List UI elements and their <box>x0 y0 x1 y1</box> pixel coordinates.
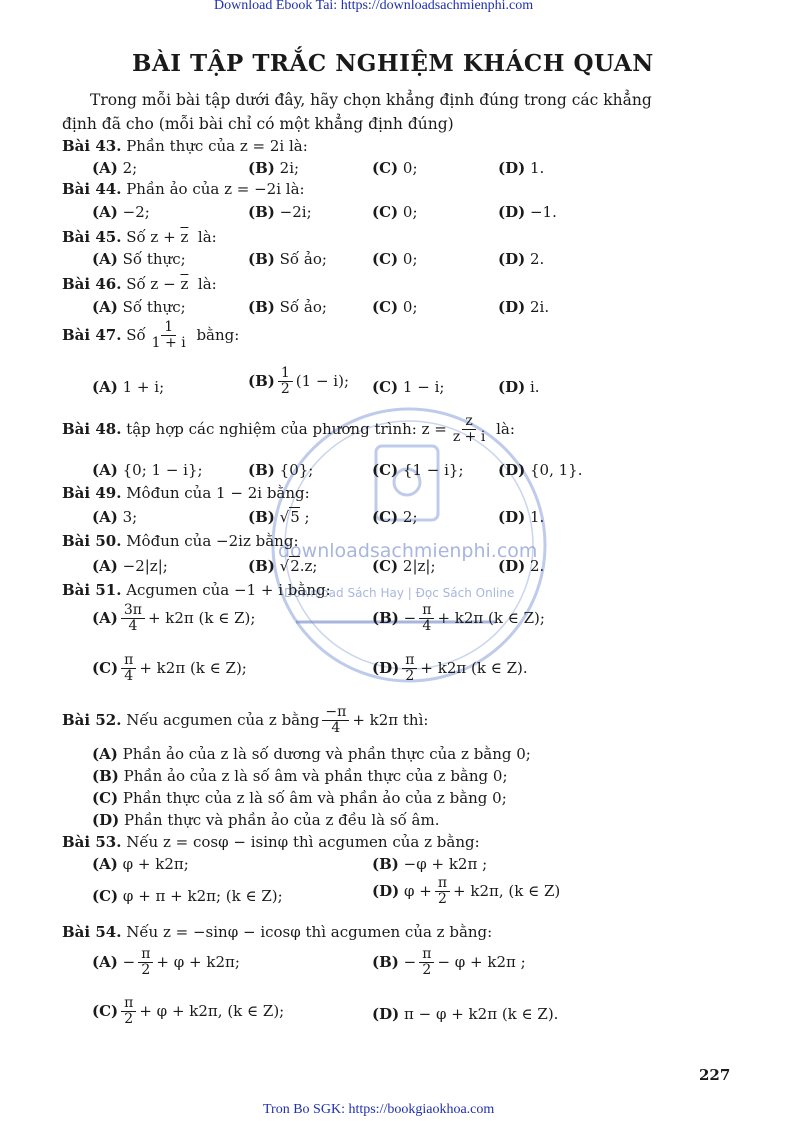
q51-option-d: (D) $\frac{\pi}{2}$ + k2π (k ∈ Z). <box>372 652 528 685</box>
q44-option-a: (A) −2; <box>92 203 150 221</box>
q45-option-b: (B) Số ảo; <box>248 250 327 268</box>
page-title: BÀI TẬP TRẮC NGHIỆM KHÁCH QUAN <box>132 50 654 77</box>
q46-option-d: (D) 2i. <box>498 298 550 316</box>
q54-option-c: (C) $\frac{\pi}{2}$ + φ + k2π, (k ∈ Z); <box>92 995 285 1028</box>
q47-option-a: (A) 1 + i; <box>92 378 165 396</box>
q52-option-b: (B) Phần ảo của z là số âm và phần thực của z bằng 0; <box>92 767 508 785</box>
q46-option-a: (A) Số thực; <box>92 298 186 316</box>
q51-option-a: (A) $\frac{3\pi}{4}$ + k2π (k ∈ Z); <box>92 602 256 635</box>
question-47: Bài 47. Số $\frac{1}{1 + i}$ bằng: <box>62 319 240 352</box>
question-53: Bài 53. Nếu z = cosφ − isinφ thì acgumen của z bằng: <box>62 833 480 851</box>
q53-option-c: (C) φ + π + k2π; (k ∈ Z); <box>92 887 283 905</box>
q54-option-d: (D) π − φ + k2π (k ∈ Z). <box>372 1005 559 1023</box>
question-44: Bài 44. Phần ảo của z = −2i là: <box>62 180 305 198</box>
q43-option-b: (B) 2i; <box>248 159 300 177</box>
q50-option-b: (B) √2.z; <box>248 557 318 575</box>
q47-option-d: (D) i. <box>498 378 540 396</box>
watermark-site: downloadsachmienphi.com <box>278 540 538 562</box>
q49-option-d: (D) 1. <box>498 508 545 526</box>
q45-option-c: (C) 0; <box>372 250 418 268</box>
q52-option-a: (A) Phần ảo của z là số dương và phần thực của z bằng 0; <box>92 745 531 763</box>
question-54: Bài 54. Nếu z = −sinφ − icosφ thì acgumen của z bằng: <box>62 923 493 941</box>
q51-option-b: (B) − $\frac{\pi}{4}$ + k2π (k ∈ Z); <box>372 602 545 635</box>
q48-option-b: (B) {0}; <box>248 461 314 479</box>
q54-option-b: (B) − $\frac{\pi}{2}$ − φ + k2π ; <box>372 946 526 979</box>
q45-option-a: (A) Số thực; <box>92 250 186 268</box>
question-52: Bài 52. Nếu acgumen của z bằng $\frac{-\pi}{4}$ + k2π thì: <box>62 704 429 737</box>
q50-option-d: (D) 2. <box>498 557 545 575</box>
q46-option-b: (B) Số ảo; <box>248 298 327 316</box>
q44-option-d: (D) −1. <box>498 203 557 221</box>
footer-sgk-link[interactable]: Tron Bo SGK: https://bookgiaokhoa.com <box>263 1102 495 1117</box>
page-number: 227 <box>699 1066 731 1084</box>
q49-option-b: (B) √5 ; <box>248 508 310 526</box>
question-50: Bài 50. Môđun của −2iz bằng: <box>62 532 299 550</box>
q53-option-a: (A) φ + k2π; <box>92 855 189 873</box>
q53-option-d: (D) φ + $\frac{\pi}{2}$ + k2π, (k ∈ Z) <box>372 875 561 908</box>
q48-option-d: (D) {0, 1}. <box>498 461 583 479</box>
q54-option-a: (A) − $\frac{\pi}{2}$ + φ + k2π; <box>92 946 240 979</box>
q47-option-b: (B) $\frac{1}{2}$ (1 − i); <box>248 365 349 398</box>
q43-option-c: (C) 0; <box>372 159 418 177</box>
q47-option-c: (C) 1 − i; <box>372 378 445 396</box>
q51-option-c: (C) $\frac{\pi}{4}$ + k2π (k ∈ Z); <box>92 652 247 685</box>
header-download-link[interactable]: Download Ebook Tai: https://downloadsachmienphi.com <box>214 0 534 13</box>
q48-option-a: (A) {0; 1 − i}; <box>92 461 203 479</box>
q44-option-c: (C) 0; <box>372 203 418 221</box>
q50-option-a: (A) −2|z|; <box>92 557 168 575</box>
q52-option-d: (D) Phần thực và phần ảo của z đều là số âm. <box>92 811 440 829</box>
q46-option-c: (C) 0; <box>372 298 418 316</box>
q49-option-a: (A) 3; <box>92 508 138 526</box>
question-46: Bài 46. Số $z - \overline{z}$ là: <box>62 275 217 293</box>
intro-line-2: định đã cho (mỗi bài chỉ có một khẳng định đúng) <box>62 115 454 133</box>
q44-option-b: (B) −2i; <box>248 203 312 221</box>
question-43: Bài 43. Phần thực của z = 2i là: <box>62 137 308 155</box>
q52-option-c: (C) Phần thực của z là số âm và phần ảo của z bằng 0; <box>92 789 507 807</box>
question-51: Bài 51. Acgumen của −1 + i bằng: <box>62 581 331 599</box>
q43-option-d: (D) 1. <box>498 159 545 177</box>
intro-line-1: Trong mỗi bài tập dưới đây, hãy chọn khẳng định đúng trong các khẳng <box>90 91 652 109</box>
q53-option-b: (B) −φ + k2π ; <box>372 855 488 873</box>
q50-option-c: (C) 2|z|; <box>372 557 436 575</box>
question-48: Bài 48. tập hợp các nghiệm của phương trình: z = $\frac{z}{z + i}$ là: <box>62 413 515 446</box>
q43-option-a: (A) 2; <box>92 159 138 177</box>
q48-option-c: (C) {1 − i}; <box>372 461 464 479</box>
question-45: Bài 45. Số $z + \overline{z}$ là: <box>62 228 217 246</box>
watermark-slogan: Download Sách Hay | Đọc Sách Online <box>284 586 515 600</box>
q49-option-c: (C) 2; <box>372 508 418 526</box>
question-49: Bài 49. Môđun của 1 − 2i bằng: <box>62 484 310 502</box>
q45-option-d: (D) 2. <box>498 250 545 268</box>
